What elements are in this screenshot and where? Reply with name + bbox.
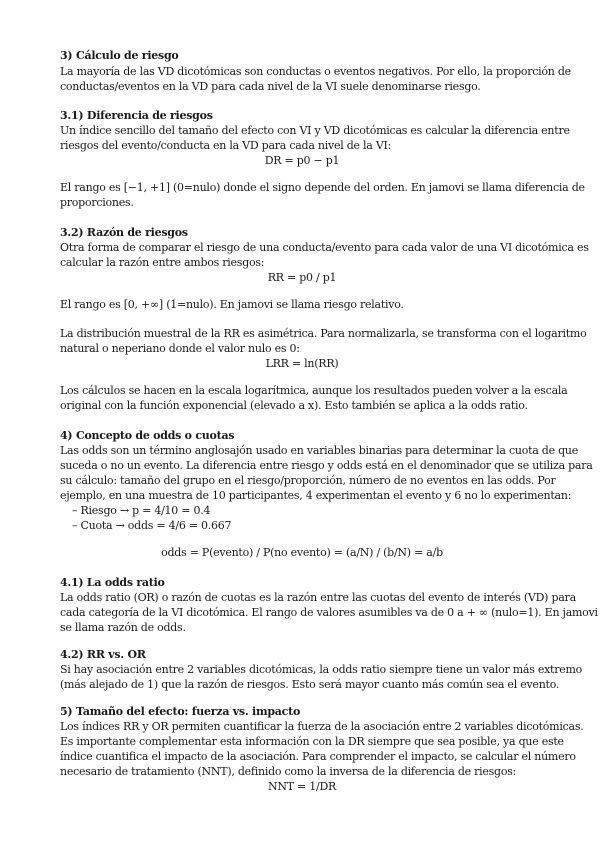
section-5-text-line-3: índice cuantifica el impacto de la asociación. Para comprender el impacto, se calcular el número [60, 750, 576, 763]
section-3-text-line-2: conductas/eventos en la VD para cada nivel de la VI suele denominarse riesgo. [60, 80, 481, 93]
section-5-heading: 5) Tamaño del efecto: fuerza vs. impacto [60, 705, 301, 718]
section-3-1-text-line-2: riesgos del evento/conducta en la VD para cada nivel de la VI: [60, 139, 392, 152]
list-item-odds: – Cuota → odds = 4/6 = 0.667 [72, 519, 232, 532]
section-3-1-text-line-1: Un índice sencillo del tamaño del efecto con VI y VD dicotómicas es calcular la diferencia entre [60, 124, 570, 137]
section-3-2-text-line-3: El rango es [0, +∞] (1=nulo). En jamovi se llama riesgo relativo. [60, 298, 404, 311]
section-3-2-text-line-6: Los cálculos se hacen en la escala logarítmica, aunque los resultados pueden volver a la escala [60, 384, 568, 397]
section-3-2-heading: 3.2) Razón de riesgos [60, 226, 188, 239]
section-3-1-text-line-3: El rango es [−1, +1] (0=nulo) donde el signo depende del orden. En jamovi se llama diferencia de [60, 181, 585, 194]
formula-odds: odds = P(evento) / P(no evento) = (a/N) / (b/N) = a/b [161, 546, 443, 559]
section-3-2-text-line-5: natural o neperiano donde el valor nulo es 0: [60, 342, 300, 355]
section-3-2-text-line-7: original con la función exponencial (elevado a x). Esto también se aplica a la odds ratio. [60, 399, 528, 412]
list-item-risk: – Riesgo → p = 4/10 = 0.4 [72, 504, 211, 517]
section-4-2-text-line-1: Si hay asociación entre 2 variables dicotómicas, la odds ratio siempre tiene un valor más extremo [60, 663, 583, 676]
section-4-text-line-1: Las odds son un término anglosajón usado en variables binarias para determinar la cuota de que [60, 444, 578, 457]
section-3-1-heading: 3.1) Diferencia de riesgos [60, 109, 213, 122]
section-3-1-text-line-4: proporciones. [60, 196, 134, 209]
section-4-heading: 4) Concepto de odds o cuotas [60, 429, 235, 442]
section-3-2-text-line-1: Otra forma de comparar el riesgo de una conducta/evento para cada valor de una VI dicotómica es [60, 241, 589, 254]
section-4-1-text-line-3: se llama razón de odds. [60, 621, 186, 634]
section-4-1-heading: 4.1) La odds ratio [60, 576, 165, 589]
section-4-1-text-line-1: La odds ratio (OR) o razón de cuotas es la razón entre las cuotas del evento de interés (VD) para [60, 591, 576, 604]
formula-nnt: NNT = 1/DR [267, 780, 337, 793]
section-4-1-text-line-2: cada categoría de la VI dicotómica. El rango de valores asumibles va de 0 a + ∞ (nulo=1). En jamovi [60, 606, 598, 619]
section-4-2-heading: 4.2) RR vs. OR [60, 648, 146, 661]
section-3-2-text-line-4: La distribución muestral de la RR es asimétrica. Para normalizarla, se transforma con el logaritmo [60, 327, 587, 340]
section-3-2-text-line-2: calcular la razón entre ambos riesgos: [60, 256, 265, 269]
section-4-2-text-line-2: (más alejado de 1) que la razón de riesgos. Esto será mayor cuanto más común sea el evento. [60, 678, 560, 691]
section-3-heading: 3) Cálculo de riesgo [60, 49, 179, 62]
formula-dr: DR = p0 − p1 [264, 154, 340, 167]
section-4-text-line-2: suceda o no un evento. La diferencia entre riesgo y odds está en el denominador que se utiliza para [60, 459, 593, 472]
section-5-text-line-4: necesario de tratamiento (NNT), definido como la inversa de la diferencia de riesgos: [60, 765, 517, 778]
section-4-text-line-4: ejemplo, en una muestra de 10 participantes, 4 experimentan el evento y 6 no lo experimentan: [60, 489, 572, 502]
formula-lrr: LRR = ln(RR) [265, 357, 339, 370]
section-5-text-line-1: Los índices RR y OR permiten cuantificar la fuerza de la asociación entre 2 variables dicotómicas. [60, 720, 584, 733]
section-5-text-line-2: Es importante complementar esta información con la DR siempre que sea posible, ya que este [60, 735, 564, 748]
formula-rr: RR = p0 / p1 [267, 271, 337, 284]
section-4-text-line-3: su cálculo: tamaño del grupo en el riesgo/proporción, número de no eventos en las odds. Por [60, 474, 556, 487]
section-3-text-line-1: La mayoría de las VD dicotómicas son conductas o eventos negativos. Por ello, la proporción de [60, 65, 571, 78]
